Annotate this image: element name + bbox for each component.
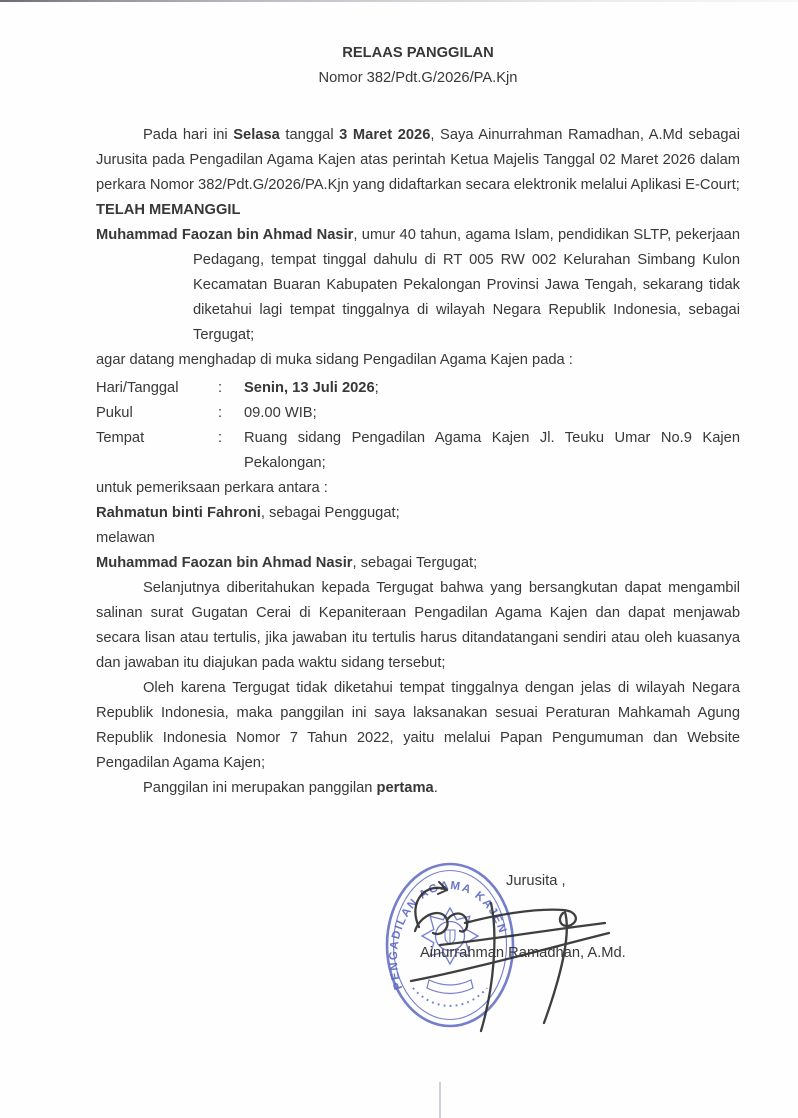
hearing-time: 09.00 WIB; <box>244 405 317 421</box>
versus-line: melawan <box>96 530 155 546</box>
service-method-paragraph: Oleh karena Tergugat tidak diketahui tempat tinggalnya dengan jelas di wilayah Negara Republik Indonesia, maka panggilan ini saya laksanakan sesuai Peraturan Mahkamah Agung Republik Indonesia Nomor 7 Tahun 2022, yaitu melalui Papan Pengumuman dan Website Pengadilan Agama Kajen; <box>96 680 740 771</box>
plaintiff-line <box>96 501 740 526</box>
case-parties-intro: untuk pemeriksaan perkara antara : <box>96 480 328 496</box>
schedule-value-day <box>244 376 740 401</box>
closing-emphasis: pertama <box>376 780 434 796</box>
opening-date: 3 Maret 2026 <box>339 127 431 143</box>
defendant-details: , umur 40 tahun, agama Islam, pendidikan SLTP, pekerjaan Pedagang, tempat tinggal dahulu di RT 005 RW 002 Kelurahan Simbang Kulon Kecamatan Buaran Kabupaten Pekalongan Provinsi Jawa Tengah, sekarang tidak diketahui lagi tempat tinggalnya di wilayah Negara Republik Indonesia, sebagai Tergugat; <box>193 227 740 343</box>
plaintiff-name: Rahmatun binti Fahroni <box>96 505 261 521</box>
document-body <box>96 41 740 801</box>
opening-lead: Pada hari ini <box>143 127 234 143</box>
opening-day: Selasa <box>233 127 280 143</box>
schedule-colon: : <box>218 430 223 446</box>
closing-line <box>96 776 740 801</box>
opening-rest: , Saya Ainurrahman Ramadhan, A.Md sebagai Jurusita pada Pengadilan Agama Kajen atas perintah Ketua Majelis Tanggal 02 Maret 2026 dalam perkara Nomor 382/Pdt.G/2026/PA.Kjn yang didaftarkan secara elektronik melalui Aplikasi E-Court; <box>96 127 740 193</box>
section-heading: TELAH MEMANGGIL <box>96 202 241 218</box>
closing-lead: Panggilan ini merupakan panggilan <box>143 780 377 796</box>
schedule-row-place <box>96 426 740 476</box>
plaintiff-role: , sebagai Penggugat; <box>260 505 400 521</box>
signer-name: Ainurrahman Ramadhan, A.Md. <box>420 945 626 961</box>
stamp-text: PENGADILAN AGAMA KAJEN <box>387 879 509 992</box>
schedule-colon: : <box>218 380 223 396</box>
hearing-date: Senin, 13 Juli 2026 <box>244 380 375 396</box>
defendant-role: , sebagai Tergugat; <box>352 555 478 571</box>
schedule-row-day <box>96 376 740 401</box>
summon-instruction-line: agar datang menghadap di muka sidang Pengadilan Agama Kajen pada : <box>96 352 573 368</box>
document-title-block <box>96 41 740 91</box>
document-title: RELAAS PANGGILAN <box>342 45 494 61</box>
closing-tail: . <box>433 780 438 796</box>
schedule-colon: : <box>218 405 223 421</box>
schedule-label-place: Tempat <box>96 430 145 446</box>
opening-paragraph <box>96 123 740 198</box>
schedule-label-day: Hari/Tanggal <box>96 380 179 396</box>
scan-artifact-top-edge <box>0 0 798 2</box>
defendant-line <box>96 551 740 576</box>
schedule-label-time: Pukul <box>96 405 133 421</box>
opening-mid: tanggal <box>279 127 340 143</box>
hearing-place: Ruang sidang Pengadilan Agama Kajen Jl. Teuku Umar No.9 Kajen Pekalongan; <box>244 430 740 471</box>
defendant-identity-paragraph <box>96 223 740 348</box>
defendant-name-2: Muhammad Faozan bin Ahmad Nasir <box>96 555 353 571</box>
schedule-row-time <box>96 401 740 426</box>
hearing-date-suffix: ; <box>374 380 379 396</box>
hearing-schedule <box>96 376 740 476</box>
signer-role-label: Jurusita , <box>506 873 566 889</box>
case-number: Nomor 382/Pdt.G/2026/PA.Kjn <box>318 70 518 86</box>
defendant-name: Muhammad Faozan bin Ahmad Nasir <box>96 227 354 243</box>
scan-artifact-bottom-line <box>439 1082 441 1118</box>
notice-paragraph: Selanjutnya diberitahukan kepada Tergugat bahwa yang bersangkutan dapat mengambil salinan surat Gugatan Cerai di Kepaniteraan Pengadilan Agama Kajen dan dapat menjawab secara lisan atau tertulis, jika jawaban itu tertulis harus ditandatangani sendiri atau oleh kuasanya dan jawaban itu diajukan pada waktu sidang tersebut; <box>96 580 740 671</box>
